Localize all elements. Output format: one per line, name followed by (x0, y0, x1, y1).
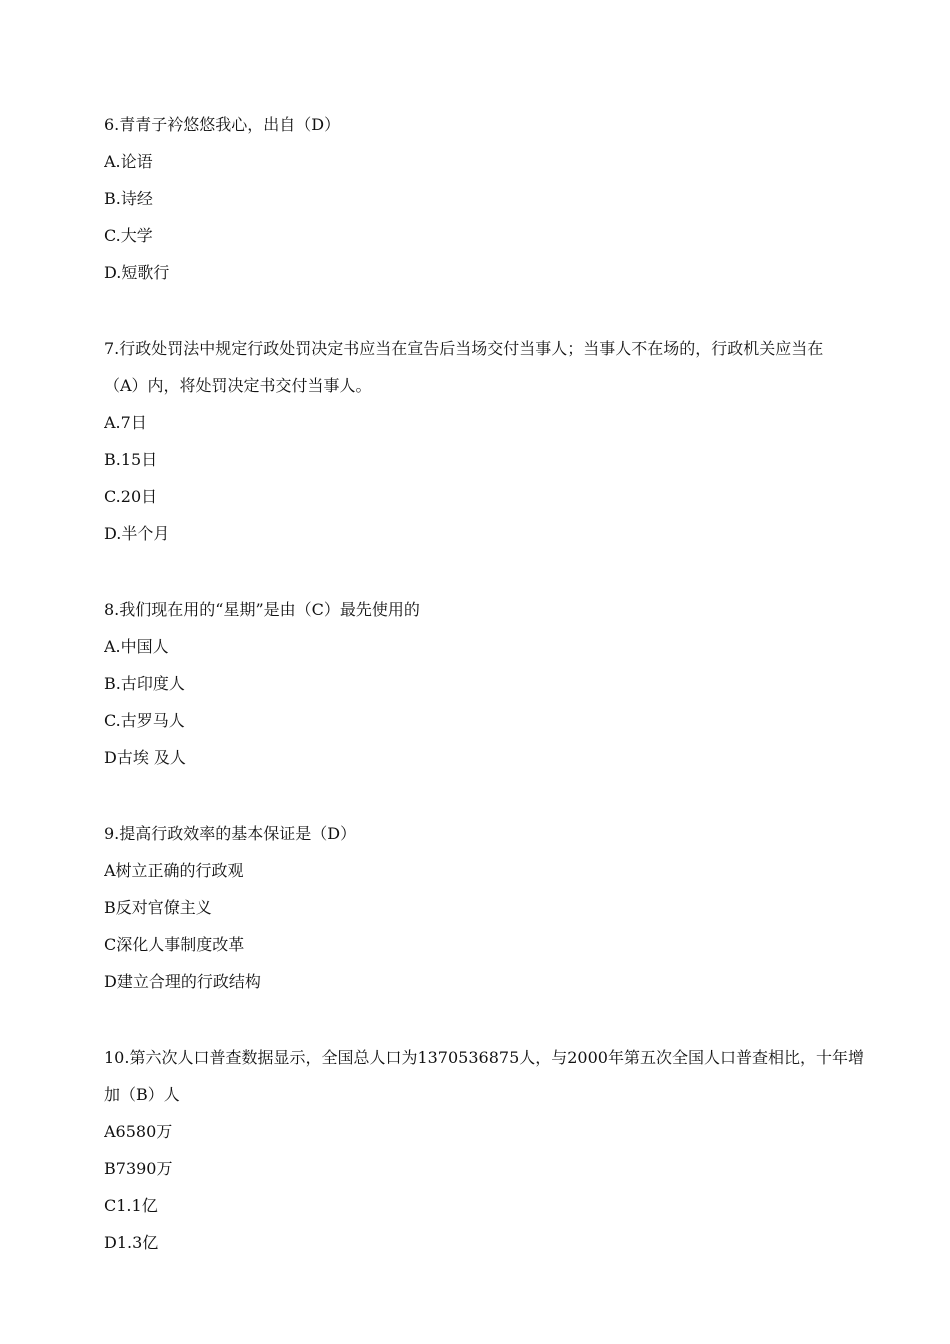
option-b: B7390万 (104, 1159, 173, 1178)
question-9 (104, 815, 894, 1000)
question-stem: 8.我们现在用的“星期”是由（C）最先使用的 (104, 600, 420, 619)
option-b: B.古印度人 (104, 674, 185, 693)
question-10 (104, 1039, 894, 1261)
option-d: D.半个月 (104, 524, 170, 543)
option-a: A.中国人 (104, 637, 169, 656)
question-stem: 7.行政处罚法中规定行政处罚决定书应当在宣告后当场交付当事人；当事人不在场的，行政机关应当在 (104, 339, 824, 358)
option-b: B反对官僚主义 (104, 898, 212, 917)
question-6 (104, 106, 894, 291)
question-stem: 9.提高行政效率的基本保证是（D） (104, 824, 357, 843)
question-stem: 10.第六次人口普查数据显示，全国总人口为1370536875人，与2000年第五次全国人口普查相比，十年增 (104, 1048, 864, 1067)
question-7 (104, 330, 894, 552)
option-a: A.论语 (104, 152, 153, 171)
question-stem-continued: 加（B）人 (104, 1085, 180, 1104)
option-c: C.古罗马人 (104, 711, 185, 730)
option-d: D古埃 及人 (104, 748, 186, 767)
option-c: C深化人事制度改革 (104, 935, 245, 954)
option-d: D建立合理的行政结构 (104, 972, 261, 991)
option-a: A树立正确的行政观 (104, 861, 244, 880)
option-b: B.诗经 (104, 189, 153, 208)
option-c: C.20日 (104, 487, 158, 506)
option-b: B.15日 (104, 450, 158, 469)
question-stem: 6.青青子衿悠悠我心，出自（D） (104, 115, 341, 134)
option-d: D.短歌行 (104, 263, 170, 282)
option-a: A.7日 (104, 413, 147, 432)
question-stem-continued: （A）内，将处罚决定书交付当事人。 (104, 376, 372, 395)
question-8 (104, 591, 894, 776)
option-d: D1.3亿 (104, 1233, 159, 1252)
option-a: A6580万 (104, 1122, 173, 1141)
option-c: C1.1亿 (104, 1196, 158, 1215)
option-c: C.大学 (104, 226, 153, 245)
